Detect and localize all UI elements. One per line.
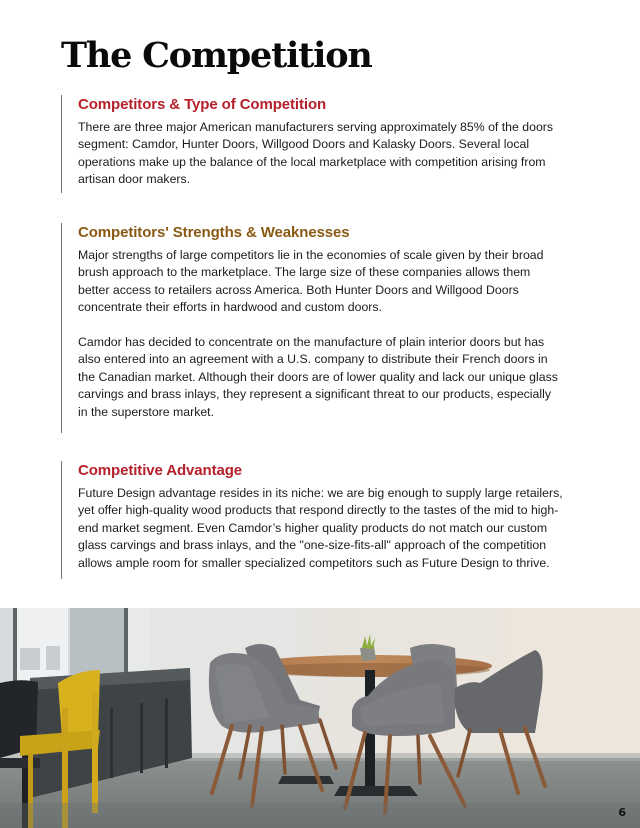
section-paragraph: Camdor has decided to concentrate on the manufacture of plain interior doors but has also entered into an agreement with a U.S. company to distribute their French doors in the Canadian market. Although their doors are of lower quality and lack our unique glass carvings and brass inlays, they represent a significant threat to our products, especially in the superstore market. xyxy=(78,335,558,419)
section-strengths-weaknesses xyxy=(61,223,581,433)
page-title: The Competition xyxy=(61,35,372,76)
section-competitive-advantage xyxy=(61,461,581,579)
section-competitors-type xyxy=(61,95,581,193)
section-paragraph: There are three major American manufacturers serving approximately 85% of the doors segment: Camdor, Hunter Doors, Willgood Doors and Kalasky Doors. Several local operations make up the balance of the local marketplace with competition arising from artisan door makers. xyxy=(78,120,554,187)
page-number: 6 xyxy=(618,806,626,819)
section-paragraph: Future Design advantage resides in its niche: we are big enough to supply large retailers, yet offer high-quality wood products that respond directly to the tastes of the mid to high- end market segment. Even Camdor’s higher quality products do not match our custom glass carvings and brass inlays, and the "one-size-fits-all" approach of the competition allows ample room for smaller specialized competitors such as Future Design to thrive. xyxy=(78,486,563,570)
section-heading: Competitors & Type of Competition xyxy=(78,96,327,113)
section-paragraph: Major strengths of large competitors lie in the economies of scale given by their broad brush approach to the marketplace. The large size of these companies allows them better access to retailers across America. Both Hunter Doors and Willgood Doors concentrate their efforts in hardwood and custom doors. xyxy=(78,248,544,315)
dining-room-photo xyxy=(0,608,640,828)
section-heading: Competitive Advantage xyxy=(78,462,243,479)
dining-scene-illustration xyxy=(0,608,640,828)
section-heading: Competitors' Strengths & Weaknesses xyxy=(78,224,350,241)
